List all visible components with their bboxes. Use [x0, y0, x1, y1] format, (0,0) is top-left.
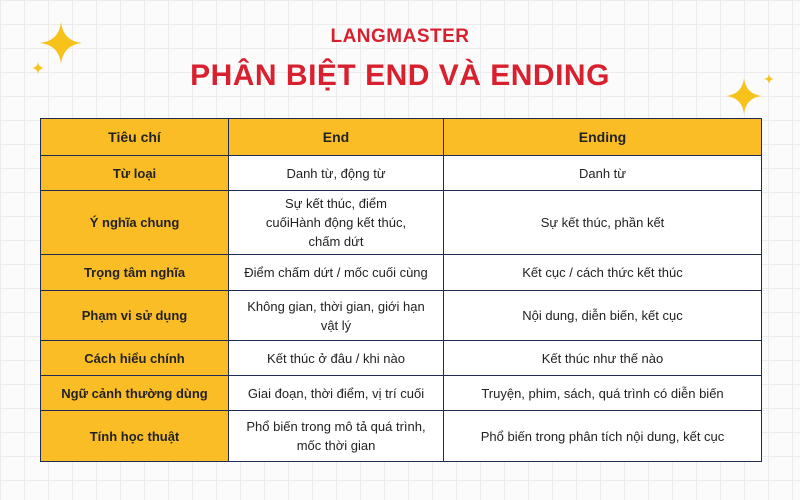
- table-body: [41, 156, 762, 462]
- page-title: PHÂN BIỆT END VÀ ENDING: [190, 59, 610, 92]
- end-cell: Sự kết thúc, điểm cuốiHành động kết thúc, chấm dứt: [229, 191, 444, 255]
- criteria-cell: Ngữ cảnh thường dùng: [41, 376, 229, 411]
- table-row: [41, 341, 762, 376]
- brand-logo: LANGMASTER: [330, 26, 470, 47]
- end-cell: Kết thúc ở đâu / khi nào: [229, 341, 444, 376]
- criteria-cell: Phạm vi sử dụng: [41, 291, 229, 341]
- end-cell: Giai đoạn, thời điểm, vị trí cuối: [229, 376, 444, 411]
- end-cell: Điểm chấm dứt / mốc cuối cùng: [229, 255, 444, 291]
- table-row: [41, 156, 762, 191]
- ending-cell: Danh từ: [444, 156, 762, 191]
- header-ending: Ending: [444, 119, 762, 156]
- end-cell: Phổ biến trong mô tả quá trình, mốc thời gian: [229, 411, 444, 462]
- table-row: [41, 411, 762, 462]
- criteria-cell: Ý nghĩa chung: [41, 191, 229, 255]
- ending-cell: Kết thúc như thế nào: [444, 341, 762, 376]
- end-cell: Danh từ, động từ: [229, 156, 444, 191]
- criteria-cell: Cách hiểu chính: [41, 341, 229, 376]
- ending-cell: Kết cục / cách thức kết thúc: [444, 255, 762, 291]
- ending-cell: Phổ biến trong phân tích nội dung, kết cục: [444, 411, 762, 462]
- criteria-cell: Từ loại: [41, 156, 229, 191]
- criteria-cell: Trọng tâm nghĩa: [41, 255, 229, 291]
- table-row: [41, 191, 762, 255]
- criteria-cell: Tính học thuật: [41, 411, 229, 462]
- comparison-table: [40, 118, 762, 462]
- table-row: [41, 376, 762, 411]
- ending-cell: Sự kết thúc, phần kết: [444, 191, 762, 255]
- table-header-row: [41, 119, 762, 156]
- ending-cell: Nội dung, diễn biến, kết cục: [444, 291, 762, 341]
- table-row: [41, 255, 762, 291]
- table-row: [41, 291, 762, 341]
- header-end: End: [229, 119, 444, 156]
- end-cell: Không gian, thời gian, giới hạn vật lý: [229, 291, 444, 341]
- header-criteria: Tiêu chí: [41, 119, 229, 156]
- ending-cell: Truyện, phim, sách, quá trình có diễn biến: [444, 376, 762, 411]
